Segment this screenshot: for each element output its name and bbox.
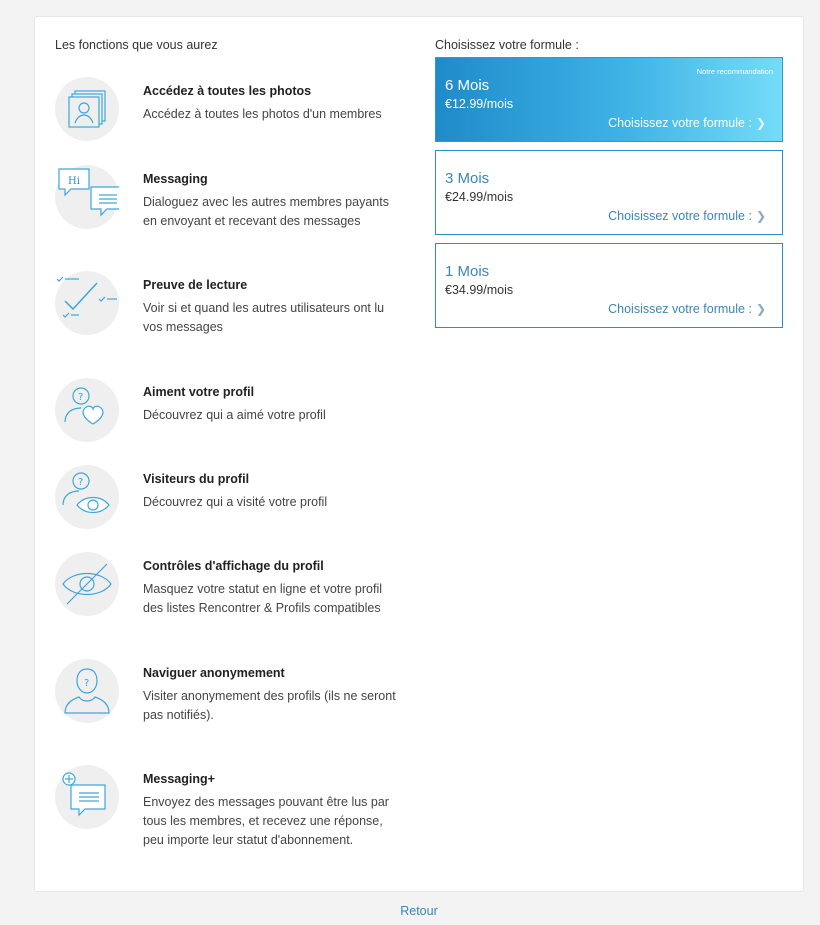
features-column	[55, 37, 396, 847]
plan-duration: 6 Mois	[445, 77, 490, 94]
svg-text:?: ?	[84, 678, 90, 689]
feature-title: Naviguer anonymement	[143, 666, 285, 680]
feature-description: Découvrez qui a aimé votre profil	[143, 408, 326, 422]
plan-3-months[interactable]	[435, 150, 783, 235]
feature-title: Accédez à toutes les photos	[143, 84, 312, 98]
svg-text:?: ?	[78, 477, 84, 488]
svg-text:Hi: Hi	[68, 176, 80, 187]
chevron-right-icon: ❯	[755, 116, 766, 130]
plan-6-months[interactable]	[435, 57, 783, 142]
plan-1-month[interactable]	[435, 243, 783, 328]
messaging-plus-icon	[55, 765, 119, 829]
feature-description: Visiter anonymement des profils (ils ne seront pas notifiés).	[143, 689, 396, 722]
plan-price: €24.99/mois	[445, 190, 514, 204]
choose-plan-label: Choisissez votre formule :	[608, 209, 752, 223]
feature-description: Dialoguez avec les autres membres payants en envoyant et recevant des messages	[143, 195, 389, 228]
plan-duration: 1 Mois	[445, 263, 490, 280]
feature-title: Contrôles d'affichage du profil	[143, 559, 324, 573]
recommendation-badge: Notre recommandation	[696, 67, 773, 76]
photos-icon	[55, 77, 119, 141]
plan-price: €12.99/mois	[445, 97, 514, 111]
feature-title: Messaging+	[143, 772, 215, 786]
feature-description: Masquez votre statut en ligne et votre profil des listes Rencontrer & Profils compatibles	[143, 582, 383, 615]
feature-title: Aiment votre profil	[143, 385, 255, 399]
feature-description: Découvrez qui a visité votre profil	[143, 495, 328, 509]
feature-title: Preuve de lecture	[143, 278, 248, 292]
choose-plan-label: Choisissez votre formule :	[608, 116, 752, 130]
heart-profile-icon	[55, 378, 119, 442]
messaging-icon	[55, 165, 119, 229]
choose-plan-link[interactable]	[608, 115, 766, 131]
choose-plan-link[interactable]	[608, 301, 766, 317]
chevron-right-icon: ❯	[755, 302, 766, 316]
anonymous-user-icon	[55, 659, 119, 723]
plan-duration: 3 Mois	[445, 170, 490, 187]
eye-profile-icon	[55, 465, 119, 529]
back-link[interactable]: Retour	[400, 904, 438, 918]
plans-heading: Choisissez votre formule :	[435, 38, 579, 52]
feature-title: Messaging	[143, 172, 208, 186]
plans-column	[435, 37, 783, 316]
feature-description: Voir si et quand les autres utilisateurs ont lu vos messages	[143, 301, 385, 334]
feature-description: Envoyez des messages pouvant être lus par tous les membres, et recevez une réponse, peu importe leur statut d'abonnement.	[143, 795, 389, 847]
subscription-card	[34, 16, 804, 892]
choose-plan-label: Choisissez votre formule :	[608, 302, 752, 316]
read-receipt-icon	[55, 271, 119, 335]
plan-price: €34.99/mois	[445, 283, 514, 297]
svg-text:?: ?	[78, 392, 84, 403]
feature-title: Visiteurs du profil	[143, 472, 250, 486]
eye-hidden-icon	[55, 552, 119, 616]
feature-description: Accédez à toutes les photos d'un membres	[143, 107, 382, 121]
choose-plan-link[interactable]	[608, 208, 766, 224]
chevron-right-icon: ❯	[755, 209, 766, 223]
features-heading: Les fonctions que vous aurez	[55, 38, 218, 52]
